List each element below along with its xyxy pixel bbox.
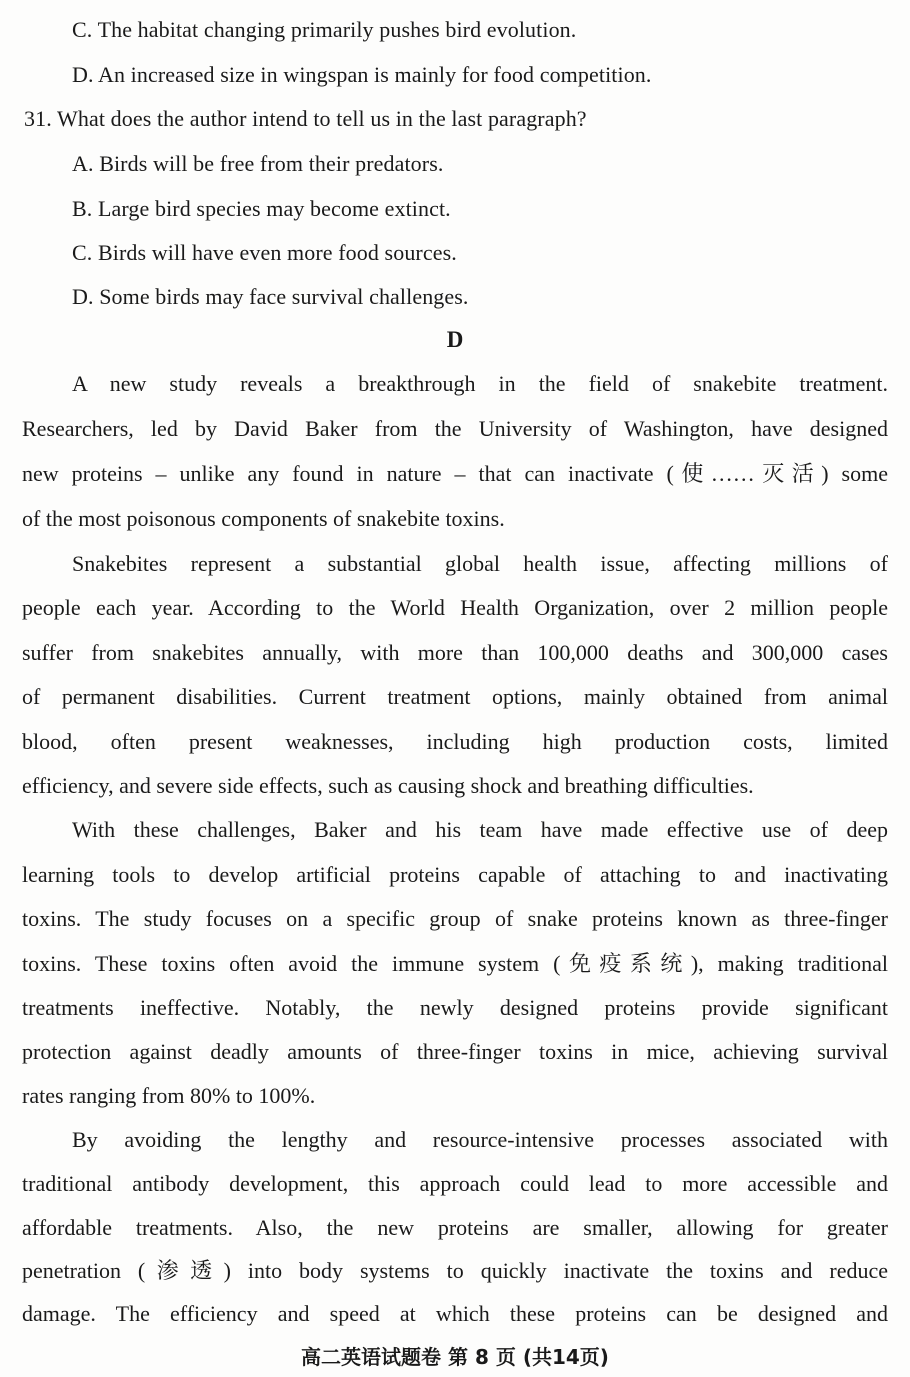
- passage-line: Researchers, led by David Baker from the University of Washington, have designed: [22, 416, 888, 441]
- passage-line: suffer from snakebites annually, with more than 100,000 deaths and 300,000 cases: [22, 640, 888, 665]
- passage-line: A new study reveals a breakthrough in the field of snakebite treatment.: [72, 371, 888, 396]
- passage-line: learning tools to develop artificial proteins capable of attaching to and inactivating: [22, 862, 888, 887]
- section-title: D: [446, 327, 464, 352]
- q30-option-c: C. The habitat changing primarily pushes bird evolution.: [72, 17, 577, 42]
- passage-line: new proteins – unlike any found in nature – that can inactivate (使……灭活) some: [22, 461, 888, 486]
- q31-option-d: D. Some birds may face survival challenges.: [72, 284, 469, 309]
- passage-line: toxins. The study focuses on a specific group of snake proteins known as three-finger: [22, 906, 888, 931]
- q31-option-b: B. Large bird species may become extinct.: [72, 196, 451, 221]
- passage-line: efficiency, and severe side effects, such as causing shock and breathing difficulties.: [22, 773, 754, 798]
- passage-line: of the most poisonous components of snakebite toxins.: [22, 506, 505, 531]
- q30-option-d: D. An increased size in wingspan is mainly for food competition.: [72, 62, 652, 87]
- passage-line: toxins. These toxins often avoid the immune system (免疫系统), making traditional: [22, 951, 888, 976]
- passage-line: With these challenges, Baker and his team have made effective use of deep: [72, 817, 888, 842]
- q31-option-a: A. Birds will be free from their predators.: [72, 151, 444, 176]
- passage-line: penetration (渗透) into body systems to quickly inactivate the toxins and reduce: [22, 1258, 888, 1283]
- passage-line: treatments ineffective. Notably, the newly designed proteins provide significant: [22, 995, 888, 1020]
- passage-line: of permanent disabilities. Current treatment options, mainly obtained from animal: [22, 684, 888, 709]
- passage-line: protection against deadly amounts of three-finger toxins in mice, achieving survival: [22, 1039, 888, 1064]
- passage-line: rates ranging from 80% to 100%.: [22, 1083, 316, 1108]
- q31-stem: 31. What does the author intend to tell us in the last paragraph?: [24, 106, 587, 131]
- page-footer: 高二英语试题卷 第 8 页 (共14页): [301, 1345, 609, 1369]
- passage-line: affordable treatments. Also, the new proteins are smaller, allowing for greater: [22, 1215, 888, 1240]
- passage-line: By avoiding the lengthy and resource-intensive processes associated with: [72, 1127, 888, 1152]
- passage-line: traditional antibody development, this approach could lead to more accessible and: [22, 1171, 888, 1196]
- passage-line: blood, often present weaknesses, including high production costs, limited: [22, 729, 888, 754]
- passage-line: damage. The efficiency and speed at which these proteins can be designed and: [22, 1301, 888, 1326]
- passage-line: Snakebites represent a substantial global health issue, affecting millions of: [72, 551, 888, 576]
- q31-option-c: C. Birds will have even more food sources.: [72, 240, 457, 265]
- passage-line: people each year. According to the World Health Organization, over 2 million people: [22, 595, 888, 620]
